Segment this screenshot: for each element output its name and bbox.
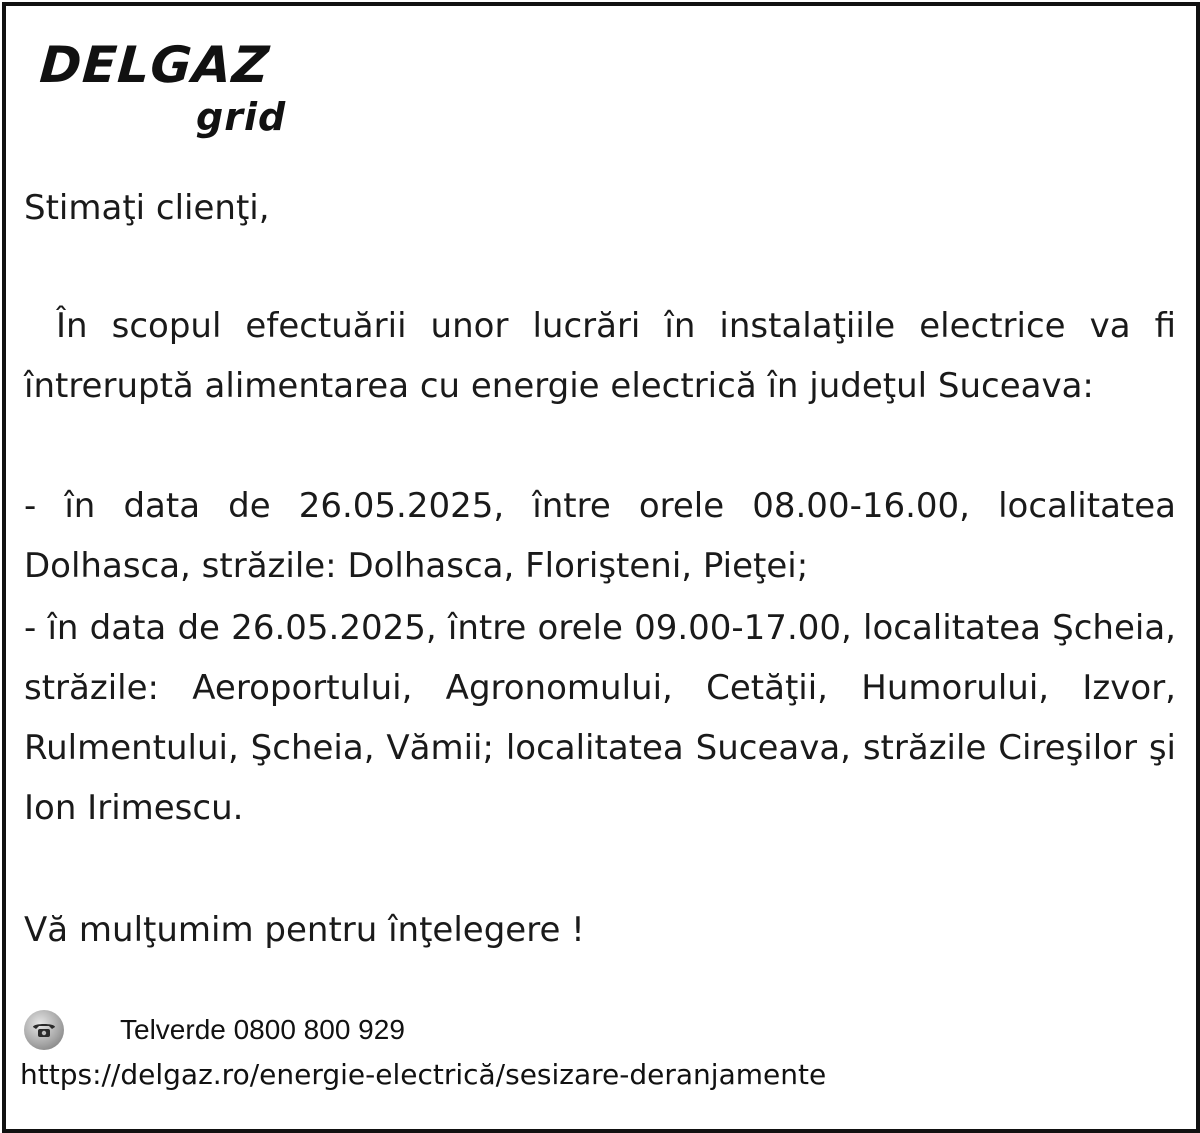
contact-line <box>24 1010 405 1050</box>
intro-text: În scopul efectuării unor lucrări în instalaţiile electrice va fi întreruptă alimentarea cu energie electrică în judeţul Suceava: <box>24 306 1176 406</box>
outage-item-1: - în data de 26.05.2025, între orele 08.00-16.00, localitatea Dolhasca, străzile: Dolhasca, Florişteni, Pieţei; <box>24 486 1176 586</box>
phone-icon <box>24 1010 64 1050</box>
intro-paragraph <box>24 296 1176 416</box>
greeting: Stimaţi clienţi, <box>24 188 270 228</box>
logo-wordmark: DELGAZ <box>37 36 272 94</box>
outage-item-2: - în data de 26.05.2025, între orele 09.00-17.00, localitatea Şcheia, străzile: Aeroportului, Agronomului, Cetăţii, Humorului, Izvor, Rulmentului, Şcheia, Vămii; localitatea Suceava, străzile Cireşilor şi Ion Irimescu. <box>24 608 1176 828</box>
phone-number[interactable]: Telverde 0800 800 929 <box>120 1014 405 1045</box>
fault-report-link[interactable]: https://delgaz.ro/energie-electrică/sesizare-deranjamente <box>20 1058 827 1091</box>
delgaz-grid-logo <box>37 36 300 140</box>
logo-subtitle: grid <box>196 95 287 139</box>
closing-message: Vă mulţumim pentru înţelegere ! <box>24 910 585 950</box>
